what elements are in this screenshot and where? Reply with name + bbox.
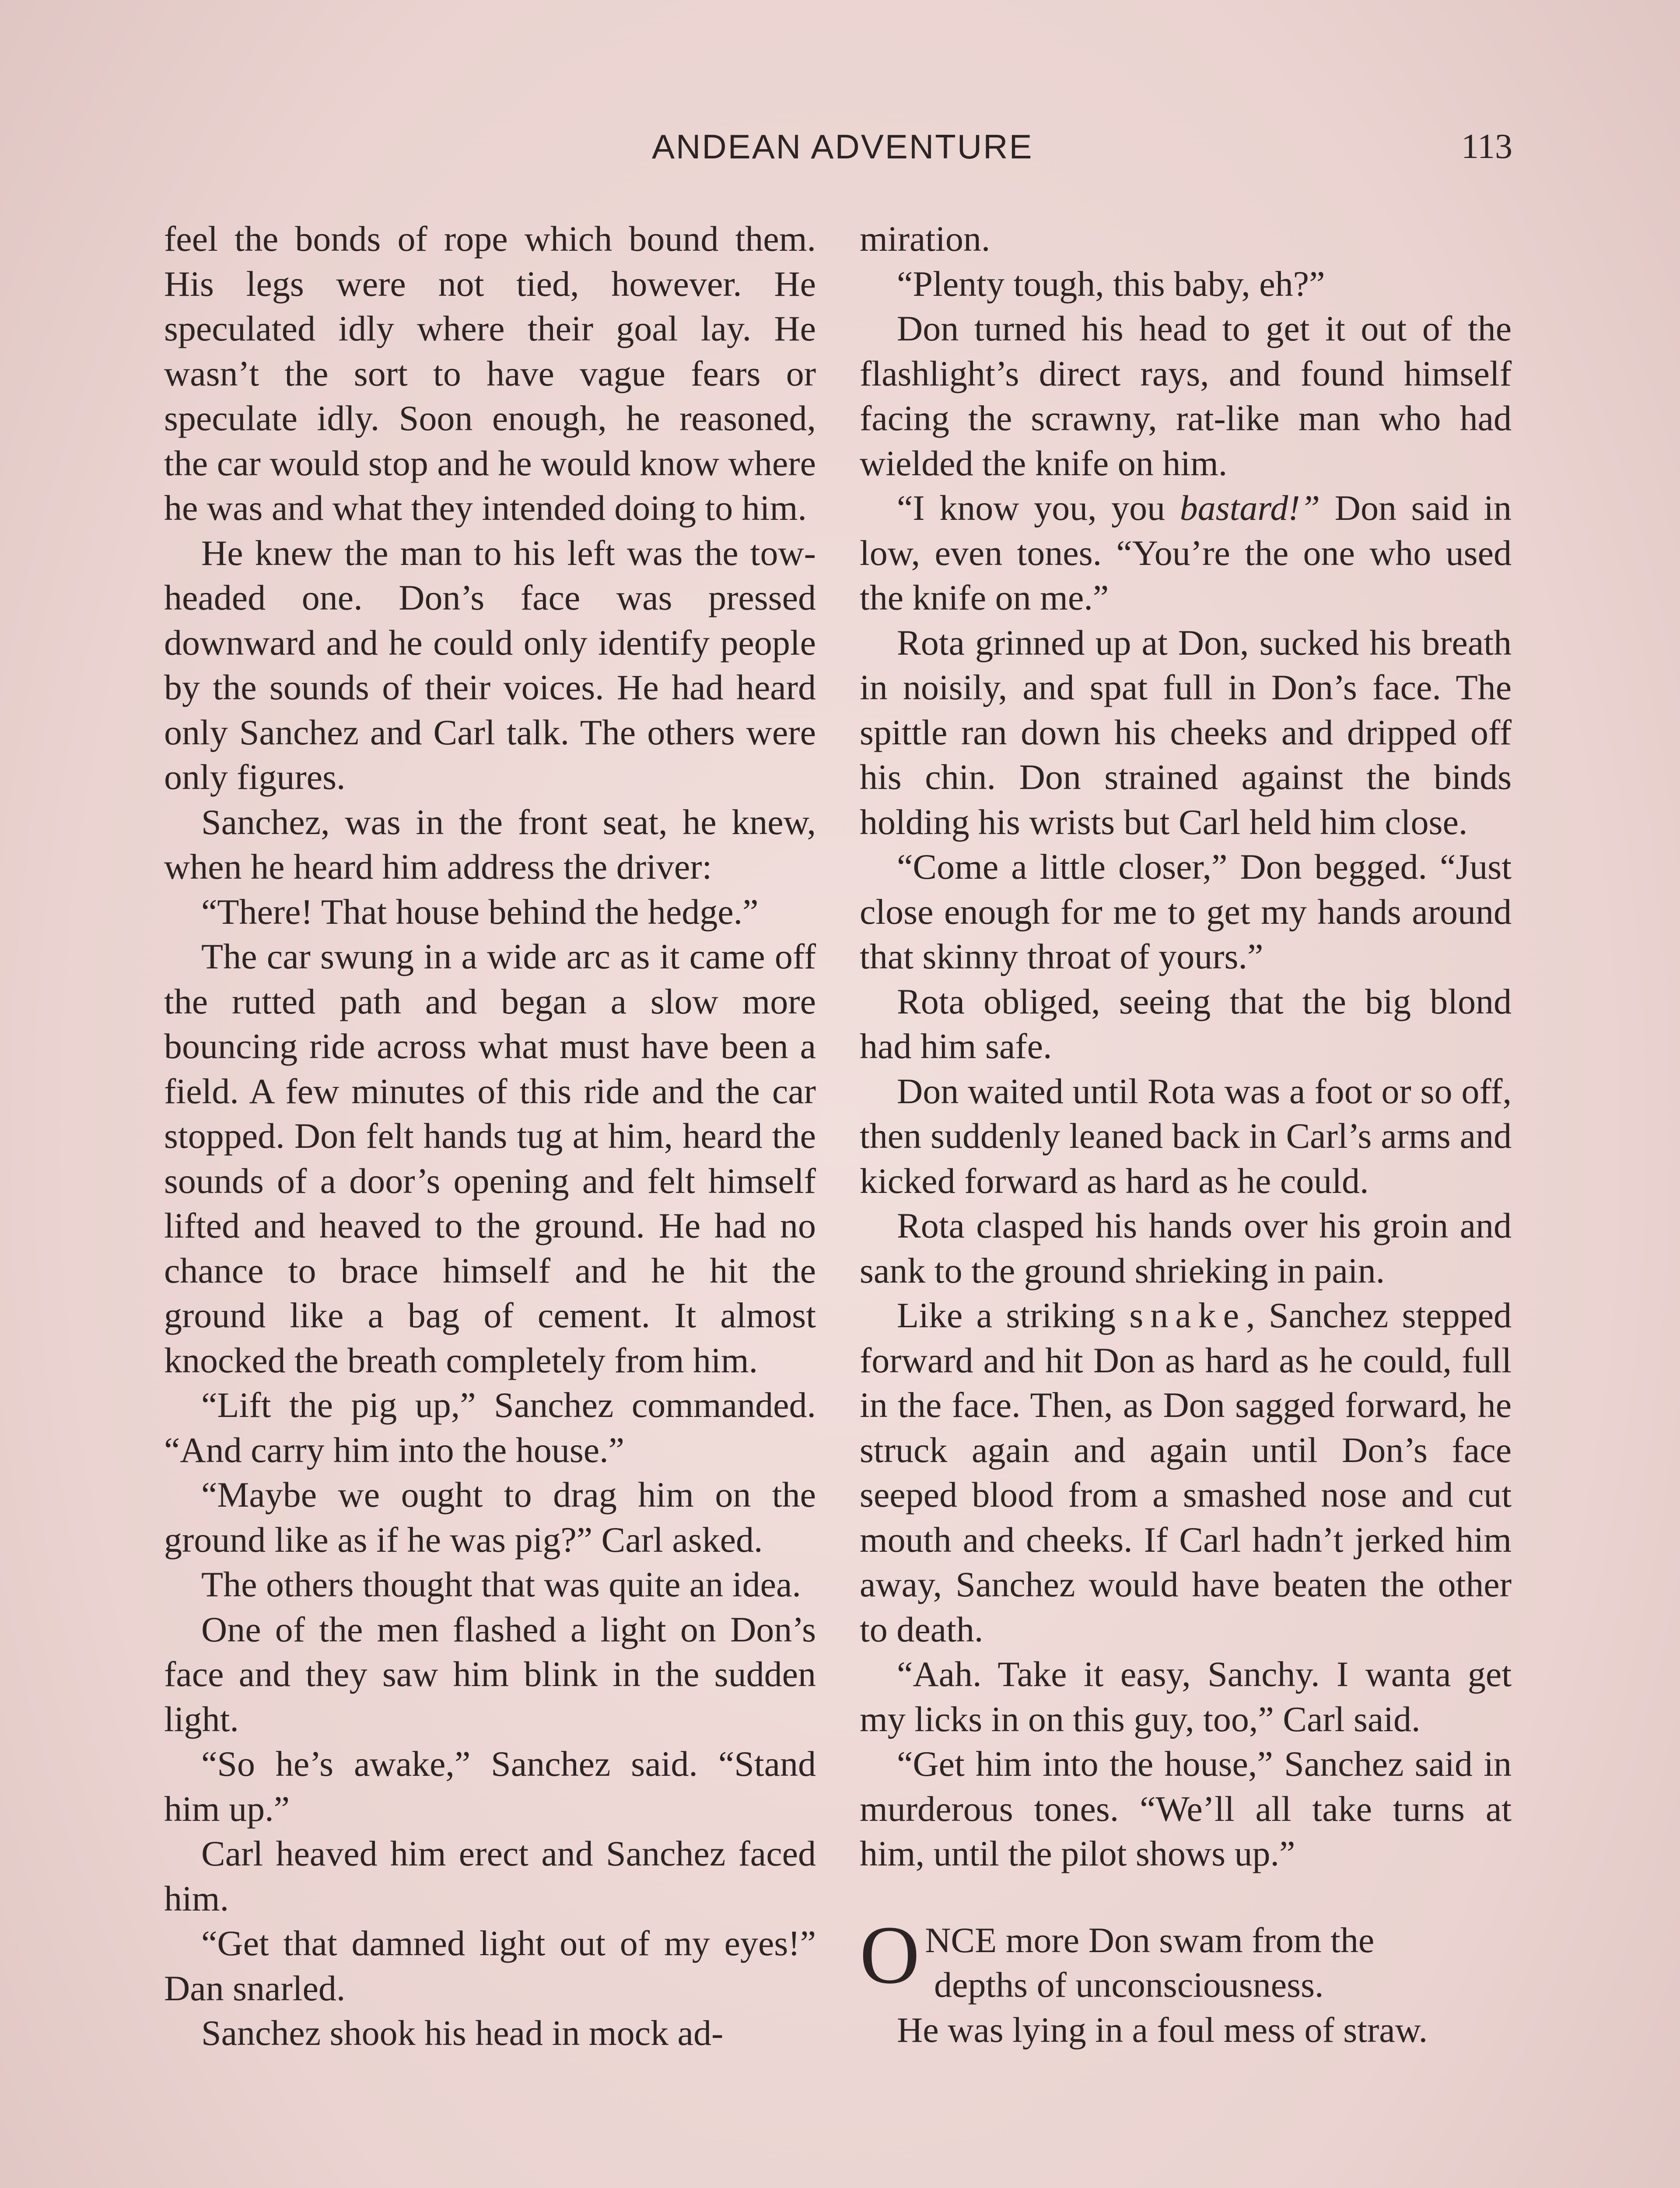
paragraph: The others thought that was quite an idea. bbox=[201, 1564, 801, 1604]
paragraph: “Come a little closer,” Don begged. “Just close enough for me to get my hands around that skinny throat of yours.” bbox=[860, 847, 1512, 976]
left-column bbox=[164, 217, 816, 2056]
text-run: , Sanchez stepped forward and hit Don as hard as he could, full in the face. Then, as Don sagged forward, he struck again and again until Don’s face seeped blood from a smashed nose and cut mouth and cheeks. If Carl hadn’t jerked him away, Sanchez would have beaten the other to death. bbox=[860, 1295, 1512, 1649]
paragraph: He knew the man to his left was the tow-headed one. Don’s face was pressed downward and he could only identify people by the sounds of their voices. He had heard only Sanchez and Carl talk. The others were only figures. bbox=[164, 533, 816, 797]
text-run: Like a striking bbox=[897, 1295, 1130, 1335]
paragraph: “Maybe we ought to drag him on the ground like as if he was pig?” Carl asked. bbox=[164, 1475, 816, 1560]
paragraph: miration. bbox=[860, 219, 990, 259]
paragraph: Sanchez, was in the front seat, he knew, when he heard him address the driver: bbox=[164, 802, 816, 887]
text-run: Don said in low, even tones. “You’re the one who used the knife on me.” bbox=[860, 488, 1512, 617]
text-run: depths of unconsciousness. bbox=[934, 1965, 1324, 2005]
paragraph: “Plenty tough, this baby, eh?” bbox=[897, 263, 1325, 304]
text-run: “I know you, you bbox=[897, 488, 1180, 528]
section-opening-paragraph bbox=[860, 1909, 1512, 2008]
running-head: ANDEAN ADVENTURE bbox=[652, 127, 1033, 166]
paragraph: “Lift the pig up,” Sanchez commanded. “And carry him into the house.” bbox=[164, 1385, 816, 1470]
paragraph: Carl heaved him erect and Sanchez faced him. bbox=[164, 1834, 816, 1918]
paragraph: Rota clasped his hands over his groin and sank to the ground shrieking in pain. bbox=[860, 1206, 1512, 1290]
paragraph: Sanchez shook his head in mock ad- bbox=[201, 2013, 724, 2053]
paragraph: “So he’s awake,” Sanchez said. “Stand him up.” bbox=[164, 1744, 816, 1829]
drop-cap: O bbox=[860, 1909, 920, 2001]
letterspaced-text: snake bbox=[1129, 1295, 1246, 1335]
paragraph: Don turned his head to get it out of the flashlight’s direct rays, and found himself facing the scrawny, rat-like man who had wielded the knife on him. bbox=[860, 309, 1512, 483]
paragraph: “Get that damned light out of my eyes!” Dan snarled. bbox=[164, 1923, 816, 2008]
paragraph: “There! That house behind the hedge.” bbox=[201, 891, 759, 932]
paragraph bbox=[860, 1293, 1512, 1652]
italic-text: bastard!” bbox=[1180, 488, 1320, 528]
paragraph: One of the men flashed a light on Don’s face and they saw him blink in the sudden light. bbox=[164, 1609, 816, 1739]
paragraph: He was lying in a foul mess of straw. bbox=[897, 2009, 1428, 2050]
text-run: NCE more Don swam from the bbox=[925, 1920, 1375, 1960]
page-number: 113 bbox=[1461, 127, 1513, 166]
paragraph: “Get him into the house,” Sanchez said in murderous tones. “We’ll all take turns at him, until the pilot shows up.” bbox=[860, 1744, 1512, 1873]
paragraph: “Aah. Take it easy, Sanchy. I wanta get my licks in on this guy, too,” Carl said. bbox=[860, 1654, 1512, 1739]
paragraph: Don waited until Rota was a foot or so off, then suddenly leaned back in Carl’s arms and kicked forward as hard as he could. bbox=[860, 1071, 1512, 1201]
paragraph bbox=[860, 486, 1512, 621]
paragraph: Rota grinned up at Don, sucked his breath in noisily, and spat full in Don’s face. The spittle ran down his cheeks and dripped off his chin. Don strained against the binds holding his wrists but Carl held him close. bbox=[860, 622, 1512, 842]
paragraph: feel the bonds of rope which bound them. His legs were not tied, however. He speculated idly where their goal lay. He wasn’t the sort to have vague fears or speculate idly. Soon enough, he reasoned, the car would stop and he would know where he was and what they intended doing to him. bbox=[164, 219, 816, 528]
right-column bbox=[860, 217, 1512, 2052]
paragraph: The car swung in a wide arc as it came off the rutted path and began a slow more bouncing ride across what must have been a field. A few minutes of this ride and the car stopped. Don felt hands tug at him, heard the sounds of a door’s opening and felt himself lifted and heaved to the ground. He had no chance to brace himself and he hit the ground like a bag of cement. It almost knocked the breath completely from him. bbox=[164, 936, 816, 1380]
paragraph: Rota obliged, seeing that the big blond had him safe. bbox=[860, 981, 1512, 1066]
